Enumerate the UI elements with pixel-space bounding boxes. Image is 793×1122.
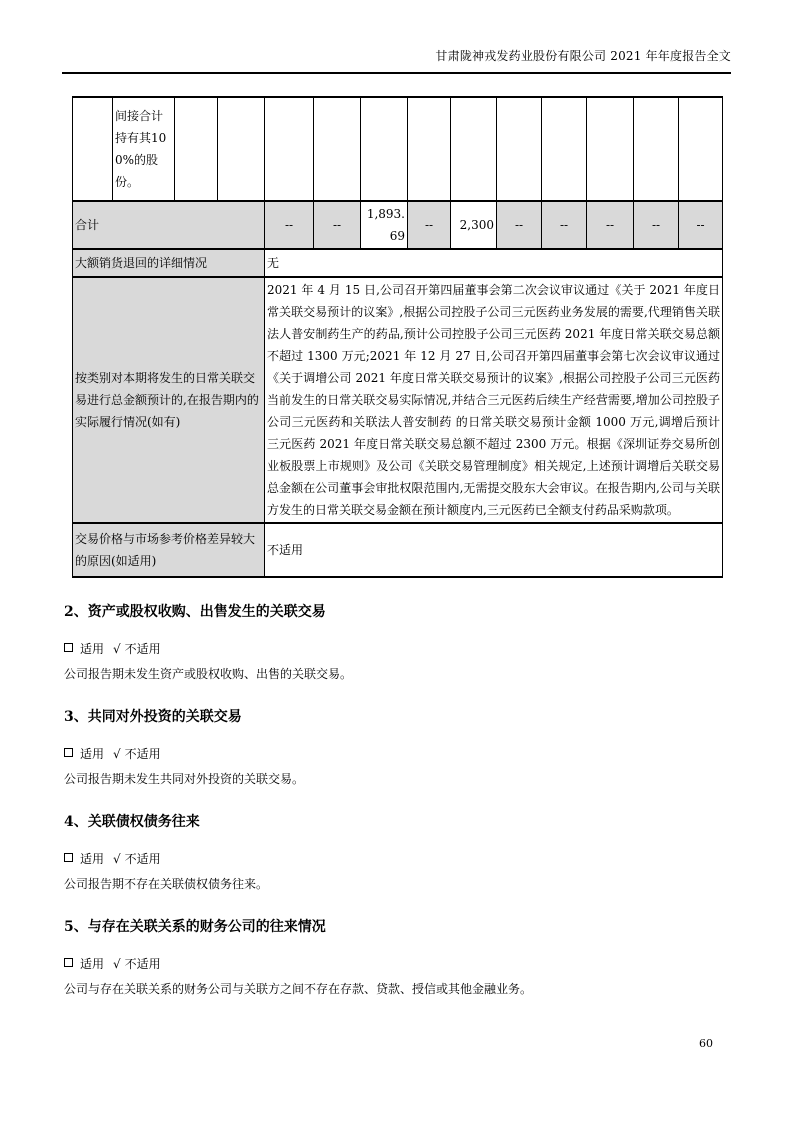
empty-cell (314, 97, 361, 201)
total-value-cell: -- (634, 201, 679, 249)
empty-cell (218, 97, 265, 201)
empty-cell (408, 97, 451, 201)
total-value-cell: -- (497, 201, 542, 249)
section-heading: 3、共同对外投资的关联交易 (64, 709, 242, 725)
section-body: 公司与存在关联关系的财务公司与关联方之间不存在存款、贷款、授信或其他金融业务。 (64, 982, 533, 996)
checkbox-unchecked-icon (64, 958, 73, 967)
not-applicable-label: 不适用 (124, 747, 161, 761)
check-mark-icon: √ (113, 957, 121, 971)
detail-row (73, 249, 723, 277)
total-value-cell: -- (265, 201, 314, 249)
section-joint-investment (62, 708, 731, 788)
applicability-line (64, 956, 731, 972)
empty-cell (265, 97, 314, 201)
section-body: 公司报告期未发生共同对外投资的关联交易。 (64, 772, 305, 786)
empty-cell (175, 97, 218, 201)
section-asset-equity-transactions (62, 603, 731, 683)
total-value-cell: 2,300 (451, 201, 497, 249)
total-row (73, 201, 723, 249)
total-value-cell: -- (679, 201, 723, 249)
detail-label-cell: 大额销货退回的详细情况 (73, 249, 265, 277)
carryover-note-cell: 间接合计持有其100%的股份。 (113, 97, 175, 201)
detail-row (73, 277, 723, 523)
detail-value-cell: 不适用 (265, 523, 723, 577)
applicability-line (64, 851, 731, 867)
related-party-transactions-table (72, 96, 723, 578)
applicable-label: 适用 (80, 852, 105, 866)
empty-cell (587, 97, 634, 201)
section-finance-company-dealings (62, 918, 731, 998)
total-value-cell: -- (542, 201, 587, 249)
header-title: 甘肃陇神戎发药业股份有限公司 2021 年年度报告全文 (62, 48, 731, 74)
empty-cell (542, 97, 587, 201)
applicability-line (64, 746, 731, 762)
not-applicable-label: 不适用 (124, 957, 161, 971)
total-value-cell: -- (587, 201, 634, 249)
empty-cell (679, 97, 723, 201)
detail-label-cell: 按类别对本期将发生的日常关联交易进行总金额预计的,在报告期内的实际履行情况(如有) (73, 277, 265, 523)
applicability-line (64, 641, 731, 657)
section-heading: 2、资产或股权收购、出售发生的关联交易 (64, 604, 326, 620)
page-number: 60 (699, 1037, 713, 1050)
section-heading: 5、与存在关联关系的财务公司的往来情况 (64, 919, 326, 935)
empty-cell (497, 97, 542, 201)
section-body: 公司报告期未发生资产或股权收购、出售的关联交易。 (64, 667, 353, 681)
detail-label-cell: 交易价格与市场参考价格差异较大的原因(如适用) (73, 523, 265, 577)
checkbox-unchecked-icon (64, 643, 73, 652)
total-value-cell: -- (314, 201, 361, 249)
detail-value-cell: 无 (265, 249, 723, 277)
check-mark-icon: √ (113, 642, 121, 656)
checkbox-unchecked-icon (64, 748, 73, 757)
empty-cell (361, 97, 408, 201)
section-heading: 4、关联债权债务往来 (64, 814, 200, 830)
total-value-cell: -- (408, 201, 451, 249)
applicable-label: 适用 (80, 642, 105, 656)
applicable-label: 适用 (80, 747, 105, 761)
section-body: 公司报告期不存在关联债权债务往来。 (64, 877, 269, 891)
check-mark-icon: √ (113, 852, 121, 866)
section-related-debts (62, 813, 731, 893)
detail-value-cell: 2021 年 4 月 15 日,公司召开第四届董事会第二次会议审议通过《关于 2021 年度日常关联交易预计的议案》,根据公司控股子公司三元医药业务发展的需要,代理销售关联法人普安制药生产的药品,预计公司控股子公司三元医药 2021 年度日常关联交易总额不超过 1300 万元;2021 年 12 月 27 日,公司召开第四届董事会第七次会议审议通过《关于调增公司 2021 年度日常关联交易预计的议案》,根据公司控股子公司三元医药当前发生的日常关联交易实际情况,并结合三元医药后续生产经营需要,增加公司控股子公司三元医药和关联法人普安制药 的日常关联交易预计金额 1000 万元,调增后预计三元医药 2021 年度日常关联交易总额不超过 2300 万元。根据《深圳证券交易所创业板股票上市规则》及公司《关联交易管理制度》相关规定,上述预计调增后关联交易总金额在公司董事会审批权限范围内,无需提交股东大会审议。在报告期内,公司与关联方发生的日常关联交易金额在预计额度内,三元医药已全额支付药品采购款项。 (265, 277, 723, 523)
checkbox-unchecked-icon (64, 853, 73, 862)
not-applicable-label: 不适用 (124, 852, 161, 866)
total-value-cell: 1,893.69 (361, 201, 408, 249)
applicable-label: 适用 (80, 957, 105, 971)
empty-cell (451, 97, 497, 201)
empty-cell (73, 97, 113, 201)
detail-row (73, 523, 723, 577)
empty-cell (634, 97, 679, 201)
not-applicable-label: 不适用 (124, 642, 161, 656)
total-label-cell: 合计 (73, 201, 265, 249)
carryover-row (73, 97, 723, 201)
check-mark-icon: √ (113, 747, 121, 761)
